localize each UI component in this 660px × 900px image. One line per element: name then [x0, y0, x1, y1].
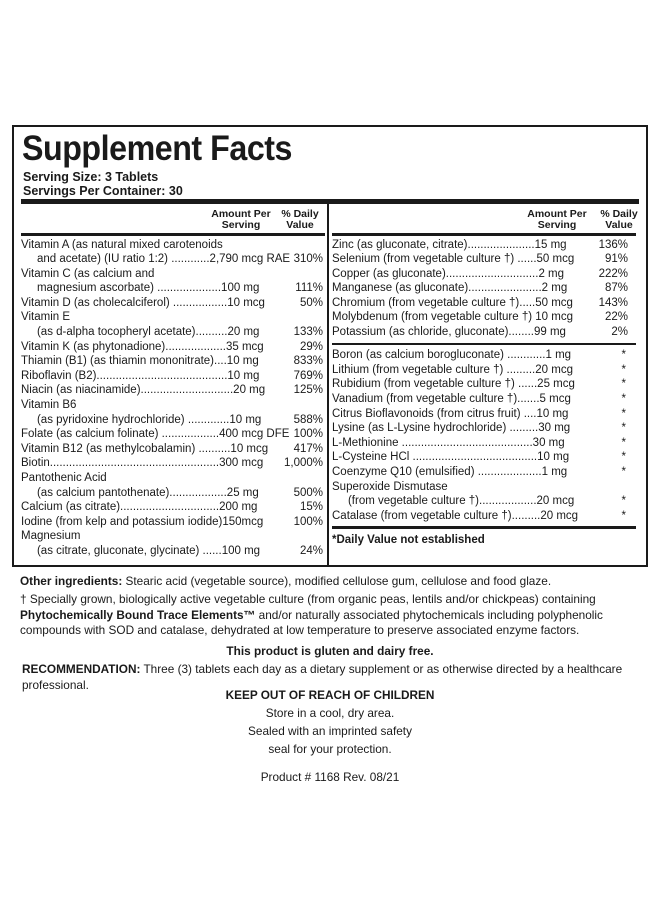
daily-value-percent: 125% — [293, 384, 323, 397]
daily-value-percent: * — [621, 465, 626, 478]
nutrient-row — [332, 267, 636, 282]
nutrient-label: (as d-alpha tocopheryl acetate)..........20 mg — [21, 326, 260, 339]
nutrient-row — [332, 325, 636, 340]
daily-value-percent: 1,000% — [283, 457, 323, 470]
nutrient-label: Potassium (as chloride, gluconate)........99 mg — [332, 326, 566, 339]
other-ingredients-label: Other ingredients: — [20, 574, 123, 588]
nutrient-row — [332, 363, 636, 378]
nutrient-row — [21, 471, 325, 486]
recommendation-text: Three (3) tablets each day as a dietary supplement or as otherwise directed by a healthcare professional. — [22, 662, 623, 692]
nutrient-row — [332, 377, 636, 392]
nutrient-label: L-Methionine .........................................30 mg — [332, 436, 565, 449]
daily-value-percent: 769% — [293, 369, 323, 382]
left-nutrient-list — [21, 238, 325, 559]
nutrient-label: (as pyridoxine hydrochloride) .............10 mg — [21, 413, 262, 426]
daily-value-percent: 136% — [598, 238, 628, 251]
nutrient-label: Manganese (as gluconate).......................2 mg — [332, 282, 568, 295]
daily-value-percent: 24% — [299, 544, 323, 557]
nutrient-row — [21, 529, 325, 544]
product-number: Product # 1168 Rev. 08/21 — [260, 770, 400, 784]
amount-header-line1: Amount Per — [211, 208, 271, 220]
storage-line-1: Store in a cool, dry area. — [265, 706, 395, 720]
nutrient-row — [332, 494, 636, 509]
nutrient-row — [21, 383, 325, 398]
dv-header-line2: Value — [605, 219, 633, 231]
daily-value-percent: 133% — [293, 326, 323, 339]
nutrient-label: Vitamin E — [21, 311, 71, 324]
daily-value-percent: 22% — [604, 311, 628, 324]
daily-value-percent: * — [621, 436, 626, 449]
amount-header-line1: Amount Per — [527, 208, 587, 220]
nutrient-label: Vitamin K (as phytonadione)...................35 mcg — [21, 340, 264, 353]
nutrient-label: and acetate) (IU ratio 1:2) ............2,790 mcg RAE — [21, 253, 291, 266]
nutrient-row — [332, 480, 636, 495]
nutrient-row — [21, 340, 325, 355]
right-column-header — [332, 205, 636, 233]
nutrient-row — [21, 310, 325, 325]
amount-header-line2: Serving — [221, 219, 261, 231]
nutrient-row — [21, 354, 325, 369]
nutrient-label: Thiamin (B1) (as thiamin mononitrate)....10 mg — [21, 355, 259, 368]
nutrient-label: Pantothenic Acid — [21, 472, 107, 484]
nutrient-row — [332, 465, 636, 480]
nutrient-label: Catalase (from vegetable culture †).........20 mcg — [332, 509, 579, 522]
nutrient-row — [21, 325, 325, 340]
nutrient-label: Vitamin B6 — [21, 399, 77, 412]
daily-value-percent: * — [621, 407, 626, 420]
right-nutrient-list-top — [332, 238, 636, 340]
nutrient-label: Molybdenum (from vegetable culture †) 10 mcg — [332, 311, 573, 324]
other-ingredients-text: Stearic acid (vegetable source), modified cellulose gum, cellulose and food glaze. — [122, 574, 552, 588]
nutrient-row — [21, 296, 325, 311]
nutrient-label: Superoxide Dismutase — [332, 480, 448, 493]
nutrient-row — [21, 369, 325, 384]
daily-value-percent: * — [621, 363, 626, 376]
nutrient-label: Calcium (as citrate)...............................200 mg — [21, 501, 258, 514]
nutrient-row — [332, 310, 636, 325]
daily-value-percent: * — [621, 451, 626, 464]
nutrient-label: Chromium (from vegetable culture †).....50 mcg — [332, 296, 573, 309]
daily-value-percent: 143% — [598, 296, 628, 309]
nutrient-label: L-Cysteine HCl .......................................10 mg — [332, 451, 570, 464]
nutrient-row — [21, 252, 325, 267]
footnote-rule — [332, 526, 636, 529]
nutrient-row — [332, 421, 636, 436]
nutrient-label: Zinc (as gluconate, citrate).....................15 mg — [332, 238, 567, 251]
storage-line-3: seal for your protection. — [268, 742, 392, 756]
daily-value-percent: 87% — [604, 282, 628, 295]
daily-value-percent: 15% — [299, 501, 323, 514]
daily-value-header — [279, 209, 321, 231]
nutrient-row — [332, 436, 636, 451]
dagger-note-bold: Phytochemically Bound Trace Elements™ — [20, 607, 256, 622]
nutrient-label: Vitamin D (as cholecalciferol) .................10 mcg — [21, 296, 265, 309]
nutrient-row — [21, 500, 325, 515]
left-column — [21, 205, 325, 559]
header-rule — [21, 233, 325, 236]
amount-header-line2: Serving — [537, 219, 577, 231]
dagger-note-text-1: † Specially grown, biologically active vegetable culture (from organic peas, lentils and/or chickpeas) containing — [20, 592, 596, 606]
daily-value-percent: 310% — [293, 253, 323, 266]
daily-value-percent: 91% — [604, 253, 628, 266]
panel-title: Supplement Facts — [22, 129, 292, 168]
daily-value-percent: * — [621, 495, 626, 508]
gluten-free-statement: This product is gluten and dairy free. — [226, 644, 434, 658]
right-column — [332, 205, 636, 548]
nutrient-row — [21, 427, 325, 442]
daily-value-percent: 29% — [299, 340, 323, 353]
daily-value-percent: * — [621, 378, 626, 391]
dv-footnote: *Daily Value not established — [332, 533, 485, 546]
left-column-header — [21, 205, 325, 233]
nutrient-label: Rubidium (from vegetable culture †) ......25 mcg — [332, 378, 575, 391]
daily-value-percent: * — [621, 392, 626, 405]
other-ingredients — [20, 574, 645, 590]
nutrient-row — [21, 398, 325, 413]
nutrient-row — [21, 238, 325, 253]
nutrient-label: magnesium ascorbate) ....................100 mg — [21, 282, 260, 295]
nutrient-label: Vitamin B12 (as methylcobalamin) ..........10 mcg — [21, 442, 269, 455]
nutrient-label: Boron (as calcium borogluconate) ............1 mg — [332, 349, 572, 362]
daily-value-percent: 222% — [598, 267, 628, 280]
nutrient-label: Folate (as calcium folinate) ..................400 mcg DFE — [21, 428, 290, 441]
daily-value-percent: 588% — [293, 413, 323, 426]
nutrient-row — [21, 442, 325, 457]
daily-value-percent: * — [621, 509, 626, 522]
group-rule — [332, 343, 636, 346]
right-nutrient-list-bottom — [332, 348, 636, 523]
nutrient-row — [21, 281, 325, 296]
thick-divider — [21, 199, 639, 204]
nutrient-row — [21, 413, 325, 428]
daily-value-percent: 2% — [611, 326, 628, 339]
nutrient-row — [332, 509, 636, 524]
nutrient-label: Copper (as gluconate).............................2 mg — [332, 267, 565, 280]
daily-value-percent: 100% — [293, 428, 323, 441]
nutrient-row — [332, 238, 636, 253]
serving-size: Serving Size: 3 Tablets — [23, 170, 159, 184]
nutrient-label: (from vegetable culture †)..................20 mcg — [332, 495, 575, 508]
dv-header-line1: % Daily — [281, 208, 319, 220]
daily-value-header — [598, 209, 640, 231]
daily-value-percent: 50% — [299, 296, 323, 309]
nutrient-label: (as calcium pantothenate)..................25 mg — [21, 486, 259, 499]
daily-value-percent: * — [621, 422, 626, 435]
daily-value-percent: 111% — [295, 282, 323, 295]
nutrient-label: Lysine (as L-Lysine hydrochloride) .........30 mg — [332, 422, 571, 435]
servings-per-container: Servings Per Container: 30 — [23, 184, 183, 198]
nutrient-row — [332, 348, 636, 363]
dv-header-line2: Value — [286, 219, 314, 231]
nutrient-label: Riboflavin (B2).........................................10 mg — [21, 369, 260, 382]
nutrient-label: Vanadium (from vegetable culture †).......5 mcg — [332, 392, 571, 405]
nutrient-row — [332, 296, 636, 311]
storage-line-2: Sealed with an imprinted safety — [248, 724, 412, 738]
supplement-facts-panel — [12, 125, 648, 567]
daily-value-percent: 100% — [293, 515, 323, 528]
nutrient-label: Coenzyme Q10 (emulsified) ....................1 mg — [332, 465, 568, 478]
nutrient-row — [332, 252, 636, 267]
nutrient-row — [21, 544, 325, 559]
nutrient-row — [332, 281, 636, 296]
nutrient-row — [21, 267, 325, 282]
dagger-note — [20, 592, 645, 639]
column-divider — [327, 204, 329, 565]
header-rule — [332, 233, 636, 236]
amount-per-serving-header — [211, 209, 271, 231]
dagger-note-text-2: and/or naturally associated phytochemicals including polyphenolic compounds with SOD and catalase, dehydrated at low temperature to preserve associated enzyme factors. — [20, 607, 603, 637]
amount-per-serving-header — [527, 209, 587, 231]
nutrient-label: Vitamin A (as natural mixed carotenoids — [21, 238, 223, 251]
recommendation-label: RECOMMENDATION: — [22, 662, 141, 676]
nutrient-label: Selenium (from vegetable culture †) ......50 mcg — [332, 253, 575, 266]
nutrient-label: (as citrate, gluconate, glycinate) ......100 mg — [21, 544, 261, 557]
nutrient-label: Biotin.....................................................300 mcg — [21, 457, 264, 470]
nutrient-label: Citrus Bioflavonoids (from citrus fruit) ....10 mg — [332, 407, 569, 420]
nutrient-label: Lithium (from vegetable culture †) .........20 mcg — [332, 363, 573, 376]
nutrient-label: Vitamin C (as calcium and — [21, 267, 155, 280]
nutrient-row — [21, 486, 325, 501]
daily-value-percent: 500% — [293, 486, 323, 499]
daily-value-percent: * — [621, 349, 626, 362]
nutrient-label: Magnesium — [21, 530, 81, 543]
keep-out-warning: KEEP OUT OF REACH OF CHILDREN — [225, 688, 435, 702]
dv-header-line1: % Daily — [600, 208, 638, 220]
nutrient-row — [332, 392, 636, 407]
nutrient-label: Iodine (from kelp and potassium iodide)150mcg — [21, 515, 264, 528]
nutrient-row — [332, 450, 636, 465]
nutrient-label: Niacin (as niacinamide).............................20 mg — [21, 384, 266, 397]
nutrient-row — [21, 515, 325, 530]
daily-value-percent: 833% — [293, 355, 323, 368]
daily-value-percent: 417% — [293, 442, 323, 455]
nutrient-row — [332, 407, 636, 422]
nutrient-row — [21, 456, 325, 471]
